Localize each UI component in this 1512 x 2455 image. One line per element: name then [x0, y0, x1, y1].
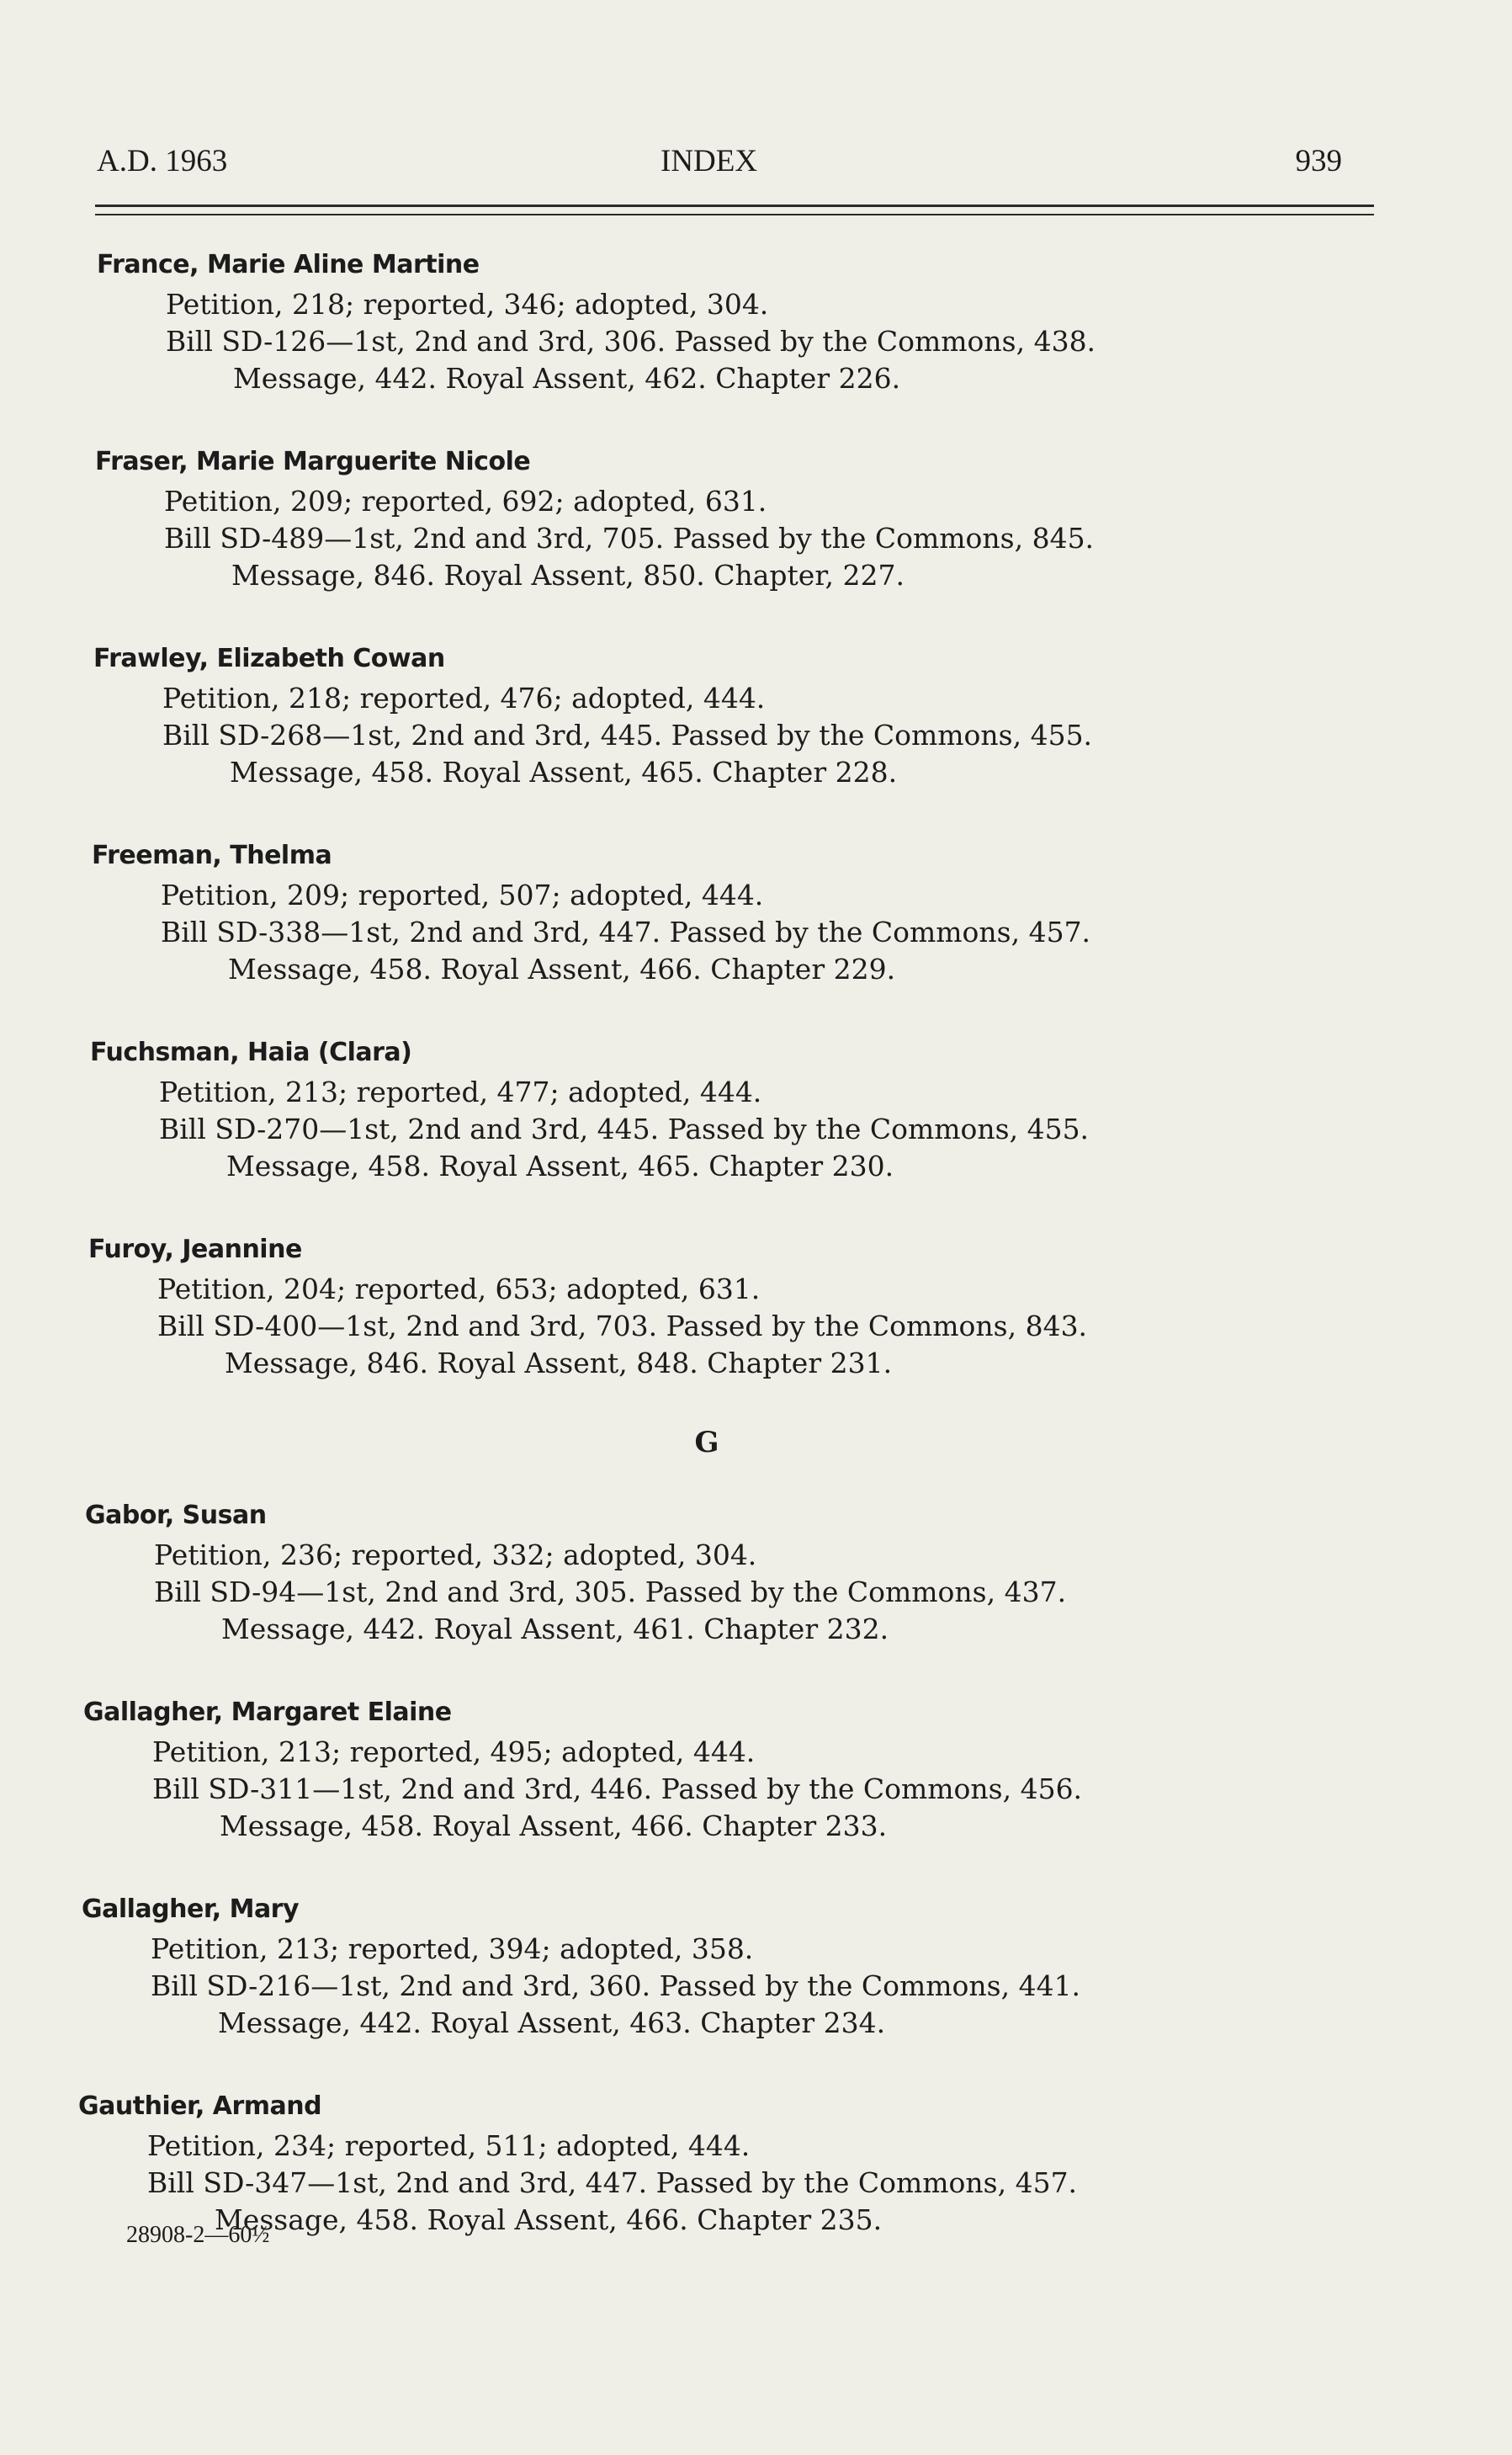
- entry-message: Message, 442. Royal Assent, 463. Chapter 234.: [218, 2006, 886, 2039]
- index-entry: [78, 2086, 1512, 2239]
- index-entry: [83, 1692, 1512, 1845]
- printer-code: 28908-2—60½: [126, 2222, 270, 2248]
- index-entry: [85, 1495, 1512, 1648]
- entry-bill: Bill SD-311—1st, 2nd and 3rd, 446. Passed by the Commons, 456.: [152, 1772, 1083, 1805]
- entry-name: Furoy, Jeannine: [88, 1235, 302, 1264]
- entry-message: Message, 458. Royal Assent, 466. Chapter 233.: [220, 1809, 888, 1842]
- entry-petition: Petition, 234; reported, 511; adopted, 444.: [147, 2129, 751, 2162]
- entry-petition: Petition, 213; reported, 495; adopted, 444.: [152, 1735, 756, 1768]
- entry-bill: Bill SD-126—1st, 2nd and 3rd, 306. Passed by the Commons, 438.: [166, 325, 1096, 358]
- entry-bill: Bill SD-268—1st, 2nd and 3rd, 445. Passed by the Commons, 455.: [162, 719, 1093, 752]
- entry-petition: Petition, 213; reported, 394; adopted, 358.: [151, 1932, 754, 1965]
- entry-bill: Bill SD-216—1st, 2nd and 3rd, 360. Passed by the Commons, 441.: [151, 1969, 1081, 2002]
- entry-name: Fraser, Marie Marguerite Nicole: [95, 447, 531, 476]
- entry-bill: Bill SD-400—1st, 2nd and 3rd, 703. Passed by the Commons, 843.: [157, 1310, 1088, 1342]
- entry-name: Fuchsman, Haia (Clara): [90, 1038, 412, 1067]
- entry-petition: Petition, 213; reported, 477; adopted, 444.: [159, 1076, 762, 1108]
- entry-name: Gabor, Susan: [85, 1501, 267, 1530]
- index-entry: [95, 441, 1512, 594]
- entry-bill: Bill SD-94—1st, 2nd and 3rd, 305. Passed by the Commons, 437.: [154, 1576, 1067, 1608]
- index-entry: [82, 1889, 1512, 2042]
- entry-bill: Bill SD-489—1st, 2nd and 3rd, 705. Passed by the Commons, 845.: [164, 522, 1095, 555]
- entry-name: Freeman, Thelma: [92, 841, 332, 870]
- entry-name: France, Marie Aline Martine: [97, 250, 480, 279]
- entry-message: Message, 442. Royal Assent, 461. Chapter 232.: [221, 1613, 889, 1645]
- entries-f-section: [0, 244, 1512, 1382]
- index-entry: [93, 638, 1512, 791]
- entry-petition: Petition, 218; reported, 346; adopted, 304.: [166, 288, 769, 321]
- entry-message: Message, 458. Royal Assent, 465. Chapter 228.: [230, 756, 898, 789]
- index-entry: [97, 244, 1512, 397]
- header-title: INDEX: [661, 144, 758, 178]
- entry-bill: Bill SD-338—1st, 2nd and 3rd, 447. Passed by the Commons, 457.: [161, 916, 1091, 949]
- entry-bill: Bill SD-347—1st, 2nd and 3rd, 447. Passed by the Commons, 457.: [147, 2166, 1078, 2199]
- entry-message: Message, 458. Royal Assent, 466. Chapter 229.: [228, 953, 896, 986]
- header-rule-bottom: [95, 214, 1374, 215]
- index-entry: [88, 1229, 1512, 1382]
- entry-petition: Petition, 209; reported, 507; adopted, 444.: [161, 879, 764, 911]
- entry-petition: Petition, 218; reported, 476; adopted, 444.: [162, 682, 766, 715]
- entry-message: Message, 458. Royal Assent, 465. Chapter 230.: [226, 1150, 894, 1182]
- entry-message: Message, 846. Royal Assent, 848. Chapter 231.: [225, 1347, 893, 1379]
- entry-message: Message, 846. Royal Assent, 850. Chapter, 227.: [231, 559, 905, 592]
- header-year: A.D. 1963: [97, 144, 228, 178]
- entry-name: Gallagher, Mary: [82, 1894, 300, 1924]
- entry-petition: Petition, 204; reported, 653; adopted, 631.: [157, 1273, 761, 1305]
- entry-petition: Petition, 209; reported, 692; adopted, 631.: [164, 485, 767, 518]
- entries-g-section: [0, 1495, 1512, 2239]
- entry-bill: Bill SD-270—1st, 2nd and 3rd, 445. Passed by the Commons, 455.: [159, 1113, 1090, 1145]
- section-letter: G: [694, 1426, 719, 1459]
- index-content: [0, 244, 1512, 2282]
- entry-message: Message, 458. Royal Assent, 466. Chapter 235.: [215, 2203, 883, 2236]
- entry-name: Frawley, Elizabeth Cowan: [93, 644, 445, 673]
- entry-name: Gallagher, Margaret Elaine: [83, 1698, 452, 1727]
- entry-message: Message, 442. Royal Assent, 462. Chapter 226.: [233, 362, 901, 395]
- page-header: [97, 143, 1363, 194]
- header-rule-top: [95, 205, 1374, 207]
- page-number: 939: [1295, 144, 1342, 178]
- index-entry: [90, 1032, 1512, 1185]
- entry-name: Gauthier, Armand: [78, 2091, 322, 2121]
- index-entry: [92, 835, 1512, 988]
- entry-petition: Petition, 236; reported, 332; adopted, 304.: [154, 1538, 757, 1571]
